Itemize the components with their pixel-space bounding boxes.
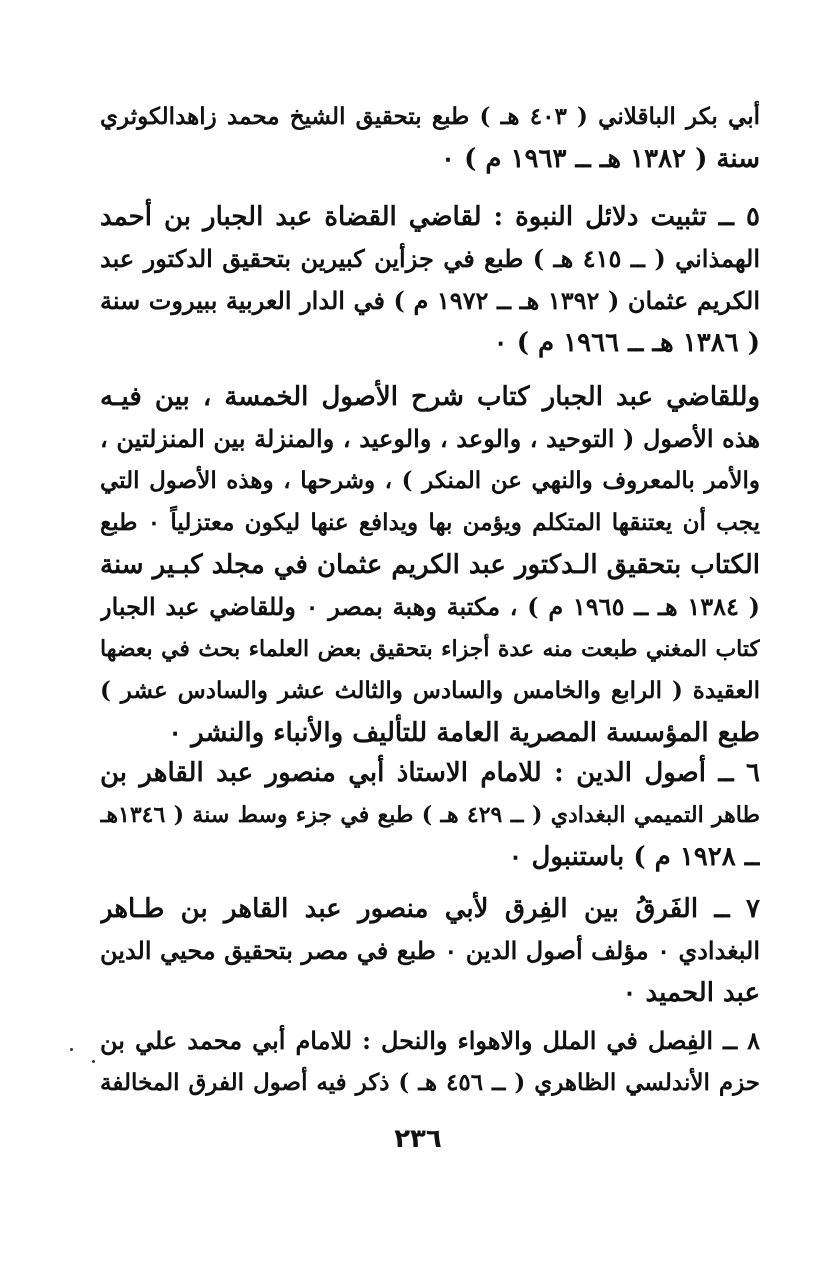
text-line: طاهر التميمي البغدادي ( ــ ٤٢٩ هـ ) طبع في جزء وسط سنة ( ١٣٤٦هـ <box>100 802 760 828</box>
text-line: طبع المؤسسة المصرية العامة للتأليف والأنباء والنشر ٠ <box>168 718 760 748</box>
text-line: ٦ ــ أصول الدين : للامام الاستاذ أبي منصور عبد القاهر بن <box>100 758 760 788</box>
paragraph-abd-al-jabbar-works <box>100 376 760 754</box>
paragraph-baqillani-continuation <box>100 96 760 180</box>
text-line: ــ ١٩٢٨ م ) باستنبول ٠ <box>508 842 760 872</box>
text-line: ( ١٣٨٤ هـ ــ ١٩٦٥ م ) ، مكتبة وهبة بمصر ٠ وللقاضي عبد الجبار <box>100 592 760 621</box>
text-line: ٧ ــ الفَرقُ بين الفِرق لأبي منصور عبد القاهر بن طـاهر <box>100 894 760 924</box>
text-line: والأمر بالمعروف والنهي عن المنكر ) ، وشرحها ، وهذه الأصول التي <box>100 467 760 494</box>
text-line: ٨ ــ الفِصل في الملل والاهواء والنحل : للامام أبي محمد علي بن <box>100 1026 760 1055</box>
text-line: ( ١٣٨٦ هـ ــ ١٩٦٦ م ) ٠ <box>493 328 760 358</box>
paragraph-item-7 <box>100 888 760 1014</box>
text-line: العقيدة ( الرابع والخامس والسادس والثالث عشر والسادس عشر ) <box>100 677 760 704</box>
text-line: يجب أن يعتنقها المتكلم ويؤمن بها ويدافع عنها ليكون معتزلياً ٠ طبع <box>100 509 760 536</box>
text-line: البغدادي ٠ مؤلف أصول الدين ٠ طبع في مصر بتحقيق محيي الدين <box>100 936 760 965</box>
text-line: وللقاضي عبد الجبار كتاب شرح الأصول الخمسة ، بين فيـه <box>100 382 760 412</box>
paragraph-item-5 <box>100 196 760 364</box>
paragraph-item-8 <box>100 1020 760 1104</box>
text-line: ٥ ــ تثبيت دلائل النبوة : لقاضي القضاة عبد الجبار بن أحمد <box>100 202 760 232</box>
text-line: عبد الحميد ٠ <box>622 978 760 1008</box>
text-line: كتاب المغني طبعت منه عدة أجزاء بتحقيق بعض العلماء بحث في بعضها <box>100 636 760 662</box>
page-number: ٢٣٦ <box>394 1124 442 1154</box>
text-line: أبي بكر الباقلاني ( ٤٠٣ هـ ) طبع بتحقيق الشيخ محمد زاهدالكوثري <box>100 103 760 130</box>
text-line: الكتاب بتحقيق الـدكتور عبد الكريم عثمان في مجلد كبـير سنة <box>100 550 760 580</box>
scan-speck <box>70 1048 73 1051</box>
text-line: الكريم عثمان ( ١٣٩٢ هـ ــ ١٩٧٢ م ) في الدار العربية ببيروت سنة <box>100 286 760 315</box>
scan-speck <box>92 1060 95 1063</box>
text-line: الهمذاني ( ــ ٤١٥ هـ ) طبع في جزأين كبيرين بتحقيق الدكتور عبد <box>100 244 760 273</box>
text-line: حزم الأندلسي الظاهري ( ــ ٤٥٦ هـ ) ذكر فيه أصول الفرق المخالفة <box>100 1069 760 1096</box>
paragraph-item-6 <box>100 752 760 878</box>
text-line: سنة ( ١٣٨٢ هـ ــ ١٩٦٣ م ) ٠ <box>441 144 760 174</box>
text-line: هذه الأصول ( التوحيد ، والوعد ، والوعيد ، والمنزلة بين المنزلتين ، <box>100 424 760 453</box>
